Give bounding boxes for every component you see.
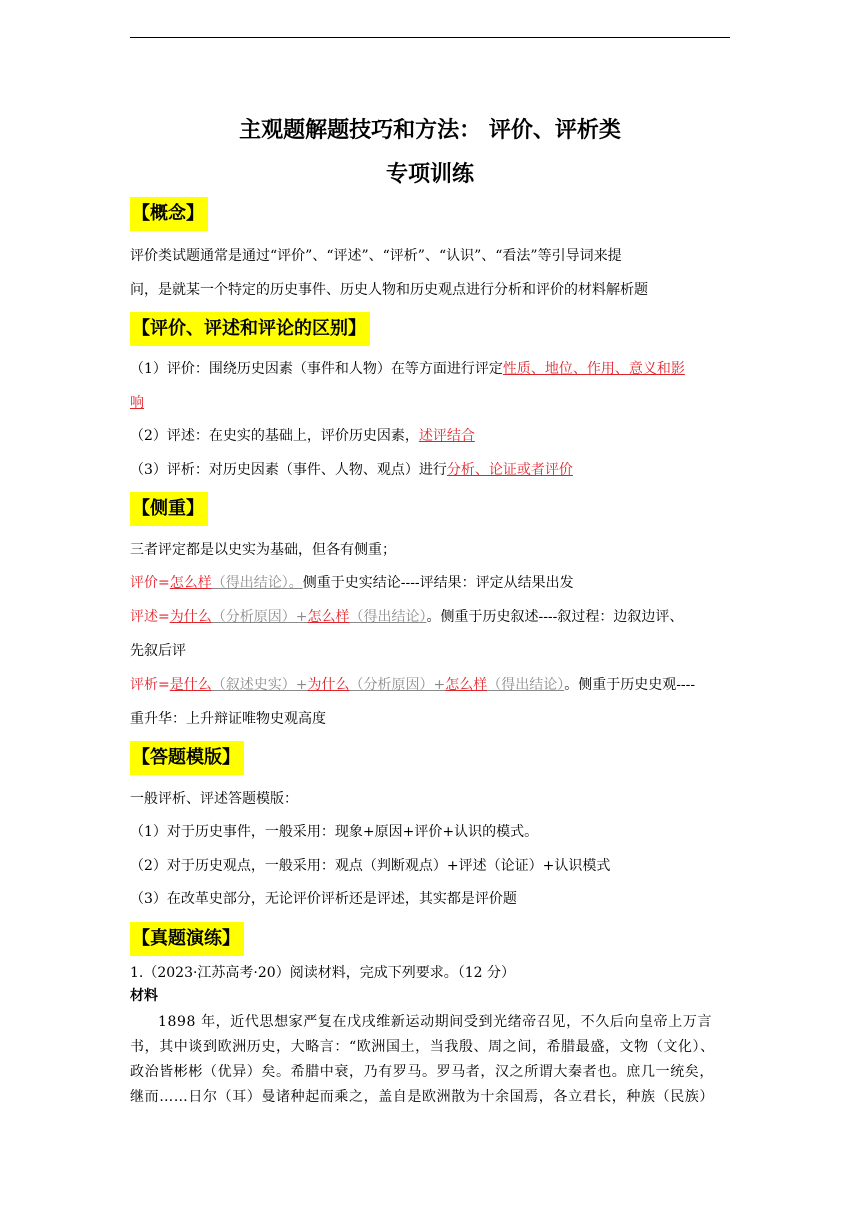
header-rule (130, 37, 730, 38)
focus-row-2-keyword-1: 为什么 (169, 609, 212, 625)
difference-item-1-text: （1）评价：围绕历史因素（事件和人物）在等方面进行评定 (130, 361, 503, 377)
focus-row-3-note-1: （叙述史实）+ (211, 677, 308, 693)
difference-heading: 【评价、评述和评论的区别】 (130, 312, 370, 346)
difference-item-1-highlight-cont: 响 (130, 395, 144, 411)
focus-row-review (130, 607, 683, 627)
focus-row-1-text: 侧重于史实结论----评结果：评定从结果出发 (302, 575, 574, 591)
template-item-2: （2）对于历史观点，一般采用：观点（判断观点）+评述（论证）+认识模式 (130, 858, 611, 874)
focus-row-analyze-cont: 重升华：上升辩证唯物史观高度 (130, 711, 326, 727)
focus-row-1-label: 评价= (130, 575, 170, 591)
concept-paragraph-line-1: 评价类试题通常是通过“评价”、“评述”、“评析”、“认识”、“看法”等引导词来提 (130, 248, 622, 264)
focus-row-1-keyword: 怎么样 (169, 575, 212, 591)
focus-row-evaluate (130, 573, 574, 593)
question-1-stem: 1.（2023·江苏高考·20）阅读材料，完成下列要求。（12 分） (130, 965, 515, 981)
focus-row-2-note-1: （分析原因）+ (211, 609, 308, 625)
focus-row-2-text: 。侧重于历史叙述----叙过程：边叙边评、 (426, 609, 684, 625)
difference-item-3-highlight: 分析、论证或者评价 (446, 462, 573, 478)
difference-item-3 (130, 460, 573, 480)
template-item-1: （1）对于历史事件，一般采用：现象+原因+评价+认识的模式。 (130, 824, 539, 840)
practice-heading: 【真题演练】 (130, 922, 244, 956)
difference-item-2-highlight: 述评结合 (418, 428, 475, 444)
focus-row-2-label: 评述= (130, 609, 170, 625)
difference-item-1 (130, 359, 685, 379)
page-title: 主观题解题技巧和方法： 评价、评析类 (239, 118, 621, 143)
focus-row-1-note: （得出结论）。 (211, 575, 303, 591)
difference-item-1-highlight: 性质、地位、作用、意义和影 (502, 361, 685, 377)
focus-row-2-keyword-2: 怎么样 (307, 609, 350, 625)
template-item-3: （3）在改革史部分，无论评价评析还是评述，其实都是评价题 (130, 891, 517, 907)
focus-row-3-keyword-2: 为什么 (307, 677, 350, 693)
material-line-4: 继而……日尔（耳）曼诸种起而乘之，盖自是欧洲散为十余国焉，各立君长，种族（民族） (130, 1089, 714, 1105)
material-label: 材料 (130, 988, 158, 1004)
focus-heading: 【侧重】 (130, 492, 208, 526)
material-line-1: 1898 年，近代思想家严复在戊戌维新运动期间受到光绪帝召见，不久后向皇帝上万言 (158, 1014, 713, 1030)
focus-row-3-note-2: （分析原因）+ (349, 677, 446, 693)
focus-row-3-label: 评析= (130, 677, 170, 693)
difference-item-2-text: （2）评述：在史实的基础上，评价历史因素， (130, 428, 419, 444)
focus-row-3-keyword-1: 是什么 (169, 677, 212, 693)
difference-item-1-cont (130, 393, 144, 413)
difference-item-3-text: （3）评析：对历史因素（事件、人物、观点）进行 (130, 462, 447, 478)
material-line-2: 书，其中谈到欧洲历史，大略言：“欧洲国土，当我殷、周之间，希腊最盛，文物（文化）、 (130, 1039, 715, 1055)
focus-row-2-note-2: （得出结论） (349, 609, 427, 625)
material-line-3: 政治皆彬彬（优异）矣。希腊中衰，乃有罗马。罗马者，汉之所谓大秦者也。庶几一统矣， (130, 1064, 714, 1080)
focus-row-3-text: 。侧重于历史史观---- (564, 677, 696, 693)
template-intro: 一般评析、评述答题模版： (130, 791, 298, 807)
concept-heading: 【概念】 (130, 197, 208, 231)
focus-row-review-cont: 先叙后评 (130, 643, 186, 659)
focus-row-3-keyword-3: 怎么样 (445, 677, 488, 693)
template-heading: 【答题模版】 (130, 741, 244, 775)
focus-row-analyze (130, 675, 695, 695)
focus-row-3-note-3: （得出结论） (487, 677, 565, 693)
difference-item-2 (130, 426, 475, 446)
concept-paragraph-line-2: 问，是就某一个特定的历史事件、历史人物和历史观点进行分析和评价的材料解析题 (130, 282, 648, 298)
focus-intro: 三者评定都是以史实为基础，但各有侧重； (130, 542, 396, 558)
page-subtitle: 专项训练 (385, 162, 474, 187)
